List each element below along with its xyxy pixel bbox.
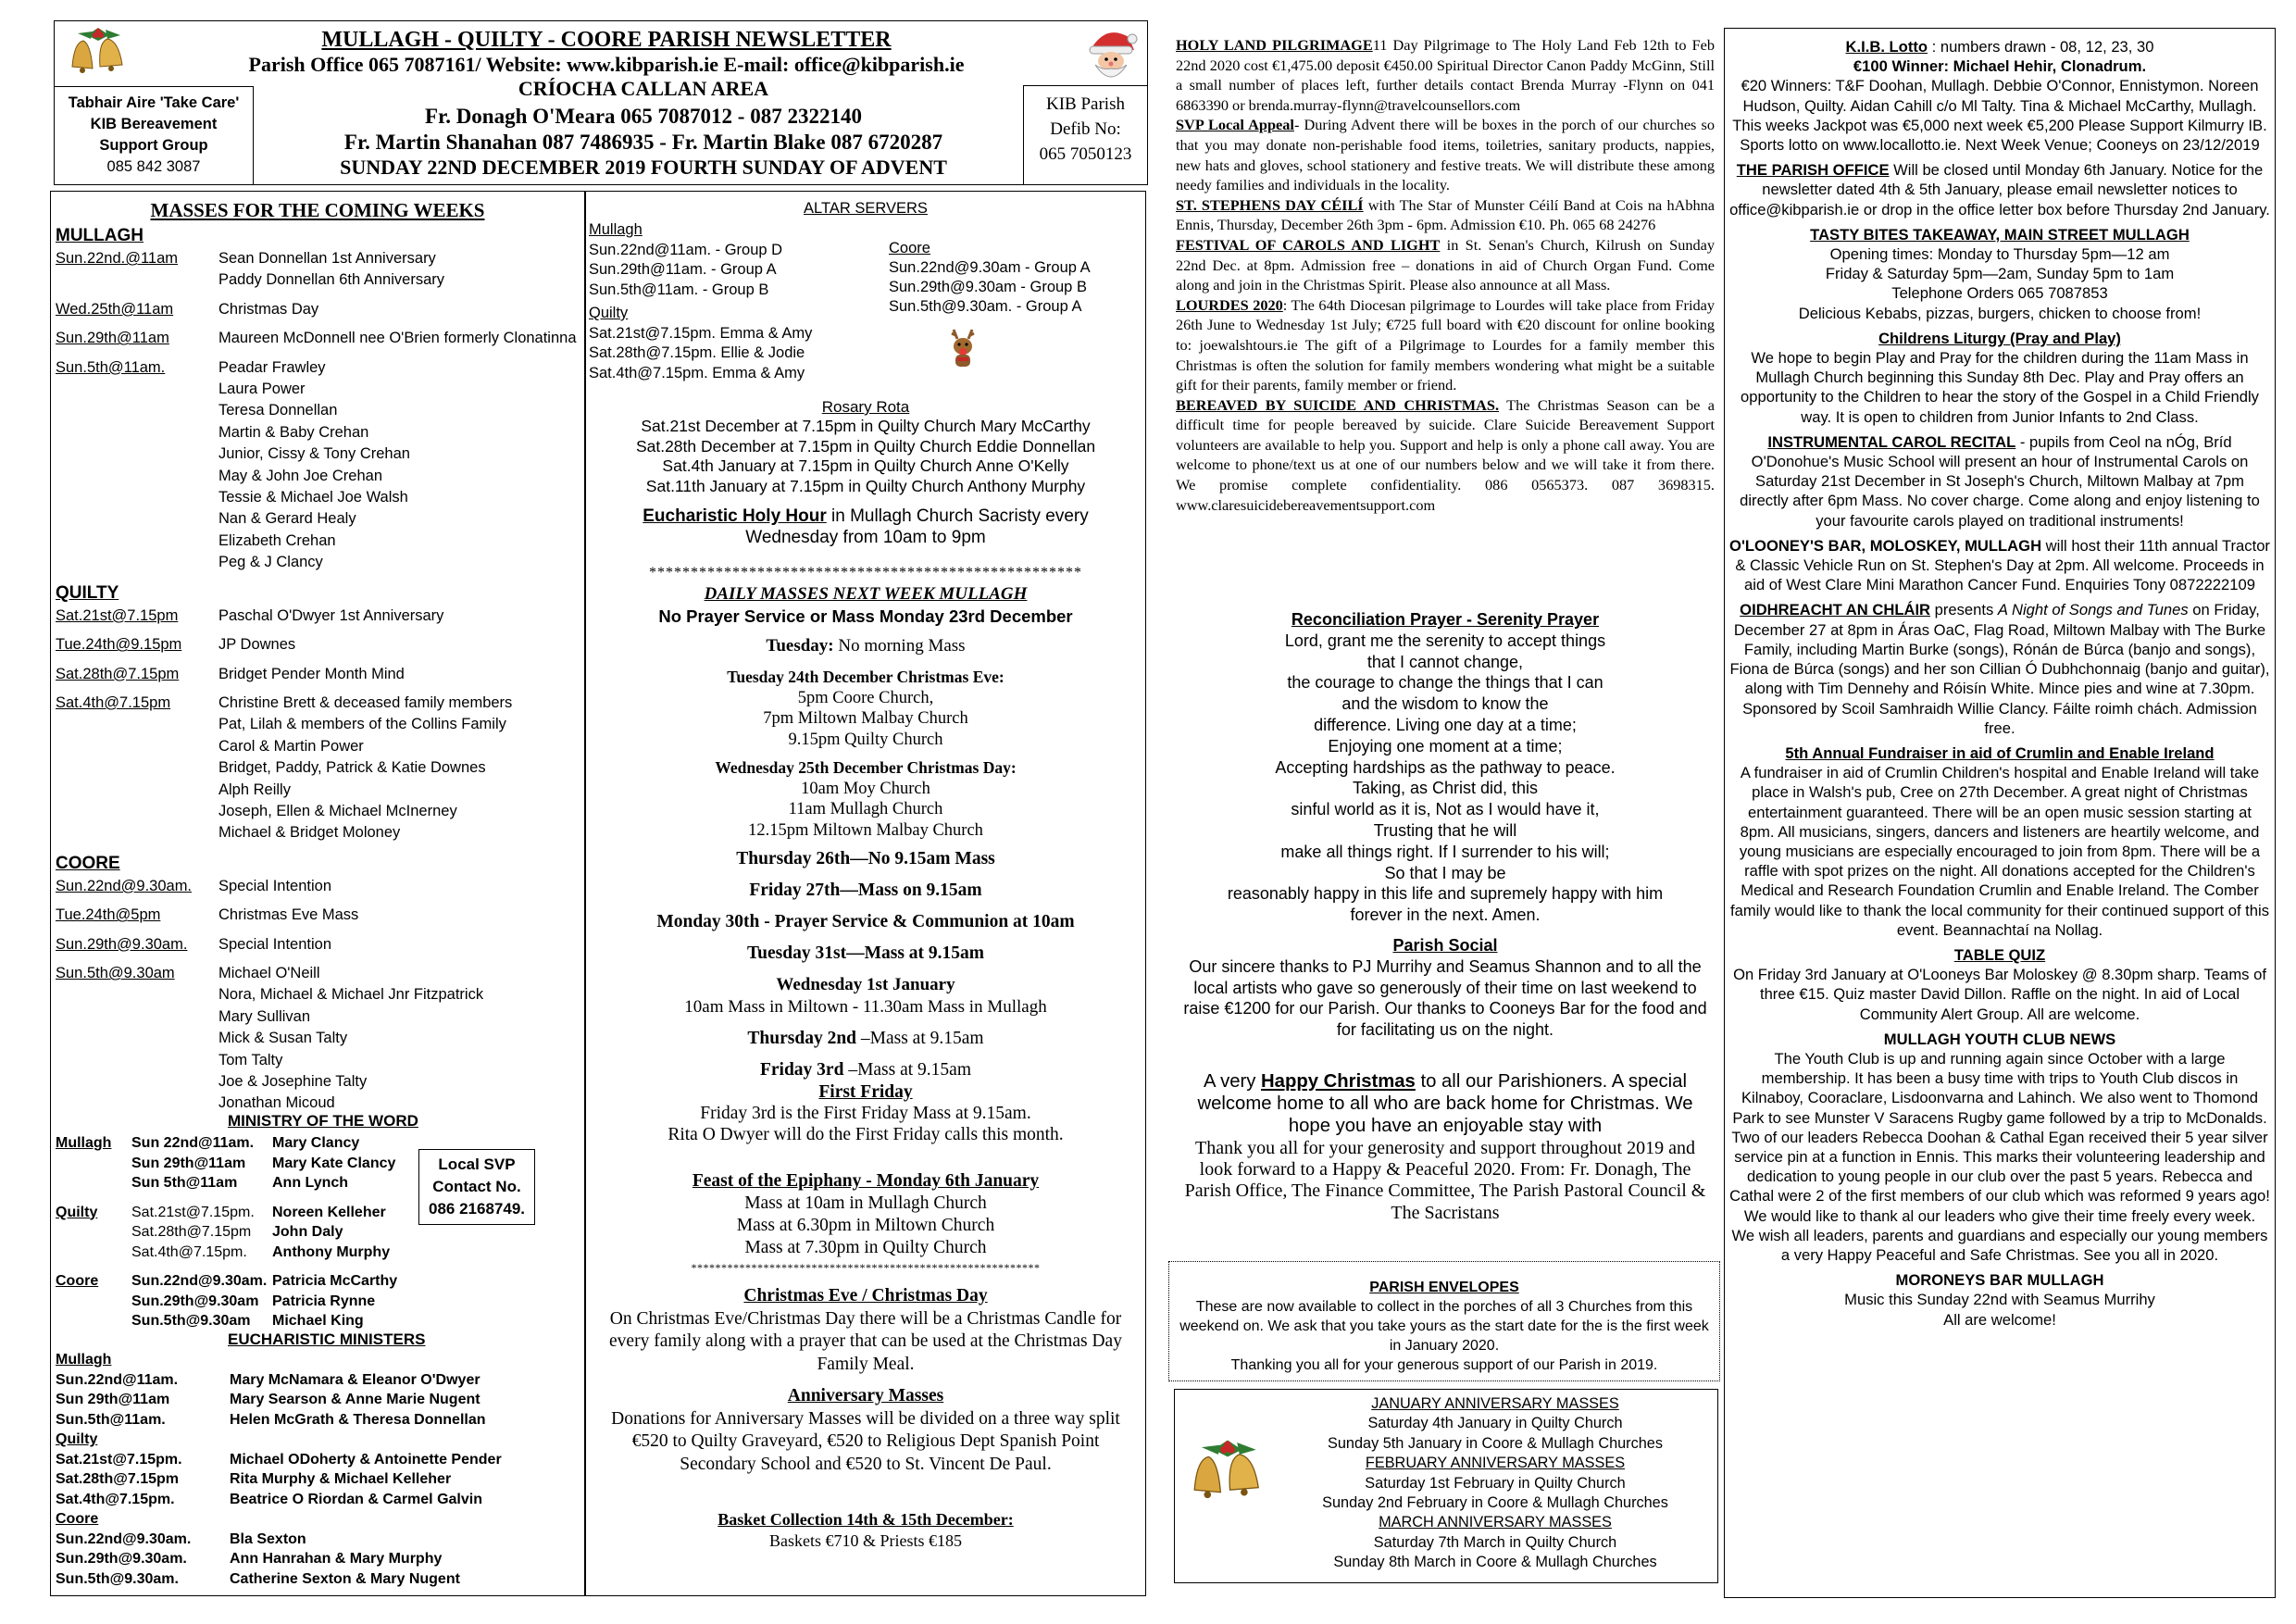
serenity-prayer: Reconciliation Prayer - Serenity Prayer Lord, grant me the serenity to accept things that I cannot change, the courage to change the things that I can and the wisdom to know the difference. Living one day at a time; Enjoying one moment at a time; Accepting hardships as the pathway to peace. Taking, as Christ did, this sinful world as it is, Not as I would have it, Trusting that he will make all things right. If I surrender to his will; So that I may be reasonably happy in this life and supremely happy with him forever in the next. Amen. xyxy=(1176,609,1715,926)
mass-intention-row xyxy=(56,984,583,1006)
rota-name: Patricia McCarthy xyxy=(272,1273,398,1289)
mass-date xyxy=(56,822,218,843)
rota-date: Sun 29th@11am xyxy=(131,1155,246,1171)
mass-intention-row xyxy=(56,664,583,685)
priests-line-1: Fr. Donagh O'Meara 065 7087012 - 087 2322140 xyxy=(425,105,862,128)
rosary-rota-list: Sat.21st December at 7.15pm in Quilty Church Mary McCarthy Sat.28th December at 7.15pm in Quilty Church Eddie Donnellan Sat.4th January at 7.15pm in Quilty Church Anne O'Kelly Sat.11th January at 7.15pm in Quilty Church Anthony Murphy xyxy=(635,417,1096,495)
christmas-bells-icon xyxy=(1185,1435,1270,1509)
mass-intention-name: Christmas Day xyxy=(218,300,319,318)
rota-parish-label: Quilty xyxy=(56,1204,98,1220)
mass-date xyxy=(56,780,218,801)
mass-intention-name: Tom Talty xyxy=(218,1051,283,1068)
anniversary-masses-section: Anniversary Masses Donations for Anniversary Masses will be divided on a three way split €520 to Quilty Graveyard, €520 to Religious Dept Spanish Point Secondary School and €520 to St. Vincent De Paul. xyxy=(611,1386,1120,1474)
mass-intention-row xyxy=(56,269,583,291)
mass-intention-row xyxy=(56,714,583,735)
parish-office-notice: THE PARISH OFFICE Will be closed until Monday 6th January. Notice for the newsletter dated 4th & 5th January, please email newsletter notices to office@kibparish.ie or drop in the office letter box before Thursday 2nd January. xyxy=(1729,161,2270,219)
rota-parish-label: Mullagh xyxy=(56,1135,112,1151)
lotto-notice: K.I.B. Lotto : numbers drawn - 08, 12, 23, 30 xyxy=(1845,38,2154,56)
mass-intention-name: Junior, Cissy & Tony Crehan xyxy=(218,445,410,463)
rota-name: Beatrice O Riordan & Carmel Galvin xyxy=(230,1491,482,1507)
rota-parish-label xyxy=(56,1154,131,1174)
rota-date: Sun 22nd@11am. xyxy=(131,1135,255,1151)
rota-date: Sat.28th@7.15pm xyxy=(131,1224,252,1240)
rota-date: Sun 5th@11am xyxy=(131,1175,238,1191)
daily-masses-title: DAILY MASSES NEXT WEEK MULLAGH xyxy=(704,584,1028,604)
rota-date: Sun.5th@9.30am xyxy=(131,1313,251,1329)
rota-row xyxy=(56,1450,574,1470)
rota-date: Sat.4th@7.15pm. xyxy=(131,1243,247,1260)
rota-row xyxy=(56,1271,426,1292)
mass-intention-row xyxy=(56,757,583,779)
mass-date xyxy=(56,736,218,757)
mass-intention-row xyxy=(56,905,583,926)
moroneys-title: MORONEYS BAR MULLAGH xyxy=(1895,1271,2104,1290)
mass-date: Tue.24th@9.15pm xyxy=(56,636,182,654)
mass-intention-row xyxy=(56,736,583,757)
rota-name: Rita Murphy & Michael Kelleher xyxy=(230,1471,452,1487)
altar-servers-coore: Coore Sun.22nd@9.30am - Group A Sun.29th@9.30am - Group B Sun.5th@9.30am. - Group A xyxy=(889,240,1091,315)
rota-parish-label: Coore xyxy=(56,1511,99,1527)
youth-club-title: MULLAGH YOUTH CLUB NEWS xyxy=(1883,1030,2116,1048)
mass-date: Sat.21st@7.15pm xyxy=(56,606,179,624)
mass-intention-row xyxy=(56,508,583,530)
mass-intention-row xyxy=(56,466,583,487)
rota-name: Anthony Murphy xyxy=(272,1243,391,1260)
rota-date: Sat.21st@7.15pm. xyxy=(56,1451,182,1468)
criocha-callan-area: CRÍOCHA CALLAN AREA xyxy=(518,77,769,100)
priests-line-2: Fr. Martin Shanahan 087 7486935 - Fr. Martin Blake 087 6720287 xyxy=(343,131,943,154)
rota-name: Bla Sexton xyxy=(230,1530,306,1547)
holy-hour-notice: Eucharistic Holy Hour in Mullagh Church Sacristy every Wednesday from 10am to 9pm xyxy=(643,506,1089,547)
prayer-line: Accepting hardships as the pathway to peace. xyxy=(1275,757,1616,777)
mullagh-label: MULLAGH xyxy=(56,226,144,245)
mass-intention-row xyxy=(56,328,583,349)
rota-row xyxy=(56,1243,426,1263)
mass-date xyxy=(56,487,218,508)
mass-intention-row xyxy=(56,1071,583,1093)
mass-intention-name: Jonathan Micoud xyxy=(218,1094,335,1112)
mass-intention-name: Nora, Michael & Michael Jnr Fitzpatrick xyxy=(218,986,484,1004)
prayer-line: reasonably happy in this life and supremely happy with him xyxy=(1227,884,1664,904)
mass-intention-row xyxy=(56,531,583,552)
rota-name: Mary Searson & Anne Marie Nugent xyxy=(230,1392,480,1407)
mass-intention-name: Joseph, Ellen & Michael McInerney xyxy=(218,802,457,819)
table-quiz-title: TABLE QUIZ xyxy=(1953,945,2046,964)
christmas-bells-icon xyxy=(65,24,131,81)
mass-date xyxy=(56,714,218,735)
coore-label: COORE xyxy=(56,853,120,873)
tuesday-notice: Tuesday: No morning Mass xyxy=(766,636,966,656)
rota-date: Sun.22nd@11am. xyxy=(56,1371,179,1388)
mass-date xyxy=(56,269,218,291)
mass-intention-name: Maureen McDonnell nee O'Brien formerly Clonatinna xyxy=(218,330,577,347)
rota-parish-label: Coore xyxy=(56,1273,99,1289)
rota-date: Sun.5th@9.30am. xyxy=(56,1570,179,1587)
quilty-label: QUILTY xyxy=(56,582,119,603)
rota-name: Patricia Rynne xyxy=(272,1293,376,1309)
mass-intention-name: Paschal O'Dwyer 1st Anniversary xyxy=(218,606,444,624)
mass-date xyxy=(56,552,218,573)
prayer-line: Enjoying one moment at a time; xyxy=(1328,736,1563,756)
mass-intention-name: Christmas Eve Mass xyxy=(218,906,359,924)
childrens-liturgy-title: Childrens Liturgy (Pray and Play) xyxy=(1878,329,2121,347)
oidhreacht-notice: OIDHREACHT AN CHLÁIR presents A Night of Songs and Tunes on Friday, December 27 at 8pm in Áras OaC, Flag Road, Miltown Malbay with The Burke Family, including Martin Burke (songs), Rónán de Búrca (banjo and songs), Fiona de Búrca (songs) and her son Cillian Ó Dubhchonnaig (banjo and guitar), along with Tim Dennehy and Róisín White. Mince pies and wine at 7.30pm. Sponsored by Scoil Samhraidh Willie Clancy. Fáilte roimh chách. Admission free. xyxy=(1729,601,2270,737)
rota-row xyxy=(56,1133,426,1154)
mass-date xyxy=(56,1028,218,1049)
bereaved-notice: BEREAVED BY SUICIDE AND CHRISTMAS. The Christmas Season can be a difficult time for people bereaved by suicide. Clare Suicide Bereavement Support volunteers are available to help you. Support and help is only a phone call away. You are welcome to phone/text us at one of our numbers below and we will take it from there. We promise complete confidentiality. 086 0565373. 087 3698315. www.claresuicidebereavementsupport.com xyxy=(1176,395,1715,514)
mass-intention-name: Laura Power xyxy=(218,381,306,398)
quilty-mass-list xyxy=(56,606,583,844)
olooneys-notice: O'LOONEY'S BAR, MOLOSKEY, MULLAGH will host their 11th annual Tractor & Classic Vehicle Run on St. Stephen's Day at 2pm. All welcome. Proceeds in aid of West Clare Mini Marathon Cancer Fund. Enquiries Tony 0872222109 xyxy=(1729,536,2270,594)
mass-intention-name: Carol & Martin Power xyxy=(218,737,364,755)
eucharistic-ministers-title: EUCHARISTIC MINISTERS xyxy=(228,1330,426,1348)
mass-intention-row xyxy=(56,357,583,379)
mass-intention-name: Bridget Pender Month Mind xyxy=(218,665,405,682)
mass-intention-name: Michael O'Neill xyxy=(218,964,320,981)
monday-30-notice: Monday 30th - Prayer Service & Communion at 10am xyxy=(656,912,1075,931)
mass-date xyxy=(56,400,218,421)
rota-row xyxy=(56,1490,574,1510)
rota-parish-label: Mullagh xyxy=(56,1352,112,1368)
eucharistic-ministers-list xyxy=(56,1350,574,1589)
mass-date xyxy=(56,757,218,779)
rota-parish-label: Quilty xyxy=(56,1431,98,1447)
mass-intention-row xyxy=(56,606,583,627)
mass-intention-row xyxy=(56,822,583,843)
mass-intention-row xyxy=(56,801,583,822)
rota-name: Mary McNamara & Eleanor O'Dwyer xyxy=(230,1371,480,1388)
notices-column-3 xyxy=(1176,35,1715,515)
mass-intention-row xyxy=(56,934,583,956)
rota-date: Sat.21st@7.15pm. xyxy=(131,1204,255,1220)
mass-intention-name: Nan & Gerard Healy xyxy=(218,510,356,528)
rota-parish-label xyxy=(56,1173,131,1193)
mass-intention-name: Peadar Frawley xyxy=(218,358,326,376)
parish-envelopes-section: PARISH ENVELOPES These are now available to collect in the porches of all 3 Churches from this weekend on. We ask that you take yours as the start date for the is the first week in January 2020. Thanking you all for your generous support of our Parish in 2019. xyxy=(1179,1280,1709,1373)
no-prayer-notice: No Prayer Service or Mass Monday 23rd December xyxy=(658,606,1073,626)
prayer-line: Lord, grant me the serenity to accept things xyxy=(1284,631,1606,650)
rota-row xyxy=(56,1410,574,1430)
ministry-of-word-title: MINISTRY OF THE WORD xyxy=(228,1112,418,1130)
rota-name: Catherine Sexton & Mary Nugent xyxy=(230,1570,460,1587)
friday-3-notice: Friday 3rd –Mass at 9.15am xyxy=(759,1060,972,1080)
rota-row xyxy=(56,1292,426,1312)
rota-parish-label xyxy=(56,1292,131,1312)
mass-date xyxy=(56,1093,218,1114)
mass-intention-name: JP Downes xyxy=(218,636,296,654)
mass-intention-row xyxy=(56,693,583,714)
parish-social-section: Parish Social Our sincere thanks to PJ Murrihy and Seamus Shannon and to all the local artists who gave so generously of their time on last weekend to raise €1200 for our Parish. Our thanks to Cooneys Bar for the food and for facilitating us on the night. xyxy=(1183,936,1707,1040)
rota-row xyxy=(56,1549,574,1569)
mass-intention-name: Teresa Donnellan xyxy=(218,402,338,419)
rota-row xyxy=(56,1154,426,1174)
mullagh-mass-list xyxy=(56,248,583,574)
mass-intention-name: Martin & Baby Crehan xyxy=(218,423,369,441)
mass-intention-name: Mary Sullivan xyxy=(218,1007,311,1025)
rota-row xyxy=(56,1203,426,1223)
rota-row xyxy=(56,1222,426,1243)
rota-name: Ann Lynch xyxy=(272,1175,349,1191)
rota-name: Mary Clancy xyxy=(272,1135,360,1151)
rota-row xyxy=(56,1390,574,1410)
mass-date xyxy=(56,1050,218,1071)
mass-date xyxy=(56,984,218,1006)
rota-date: Sun 29th@11am xyxy=(56,1392,170,1407)
mass-date xyxy=(56,531,218,552)
thursday-2-notice: Thursday 2nd –Mass at 9.15am xyxy=(747,1029,984,1048)
mass-date xyxy=(56,466,218,487)
newsletter-title: MULLAGH - QUILTY - COORE PARISH NEWSLETTER xyxy=(321,28,892,52)
mass-intention-name: Christine Brett & deceased family members xyxy=(218,693,513,711)
rota-parish-label xyxy=(56,1243,131,1263)
mass-date xyxy=(56,508,218,530)
mass-date: Sat.28th@7.15pm xyxy=(56,665,180,682)
bereavement-support-box: Tabhair Aire 'Take Care' KIB Bereavement Support Group 085 842 3087 xyxy=(54,86,254,185)
first-friday-section: First Friday Friday 3rd is the First Friday Mass at 9.15am. Rita O Dwyer will do the First Friday calls this month. xyxy=(668,1082,1064,1144)
masses-title: MASSES FOR THE COMING WEEKS xyxy=(150,199,485,221)
rota-name: Michael King xyxy=(272,1313,364,1329)
christmas-eve-schedule: Tuesday 24th December Christmas Eve: 5pm Coore Church, 7pm Miltown Malbay Church 9.15pm Quilty Church xyxy=(727,668,1004,749)
rota-name: John Daly xyxy=(272,1224,343,1240)
rota-name: Helen McGrath & Theresa Donnellan xyxy=(230,1411,486,1428)
prayer-line: and the wisdom to know the xyxy=(1341,694,1549,714)
mass-date xyxy=(56,422,218,443)
mass-intention-row xyxy=(56,1050,583,1071)
svp-appeal-notice: SVP Local Appeal- During Advent there will be boxes in the porch of our churches so that you may donate non-perishable food items, toiletries, sanitary products, nappies, new hats and gloves, school stationery and festive treats. We will distribute these among needy families and individuals in the locality. xyxy=(1176,116,1716,194)
carols-festival-notice: FESTIVAL OF CAROLS AND LIGHT in St. Senan's Church, Kilrush on Sunday 22nd Dec. at 8pm. Admission free – donations in aid of Church Organ Fund. Come along and join in the Christmas Spirit. Please also announce at all Mass. xyxy=(1176,235,1715,294)
rota-date: Sun.5th@11am. xyxy=(56,1411,166,1428)
local-svp-box: Local SVP Contact No. 086 2168749. xyxy=(418,1149,535,1225)
mass-date xyxy=(56,1071,218,1093)
wednesday-1-notice: Wednesday 1st January 10am Mass in Miltown - 11.30am Mass in Mullagh xyxy=(684,975,1047,1017)
mass-intention-row xyxy=(56,1028,583,1049)
epiphany-section: Feast of the Epiphany - Monday 6th January Mass at 10am in Mullagh Church Mass at 6.30pm in Miltown Church Mass at 7.30pm in Quilty Church xyxy=(692,1171,1040,1257)
tuesday-31-notice: Tuesday 31st—Mass at 9.15am xyxy=(746,943,985,963)
prayer-line: Taking, as Christ did, this xyxy=(1352,779,1539,798)
mass-intention-name: Special Intention xyxy=(218,935,332,953)
mass-intention-name: Pat, Lilah & members of the Collins Family xyxy=(218,716,506,733)
sunday-date-line: SUNDAY 22ND DECEMBER 2019 FOURTH SUNDAY OF ADVENT xyxy=(340,156,947,179)
rota-row xyxy=(56,1173,426,1193)
mass-intention-row xyxy=(56,876,583,897)
altar-servers-mullagh: Mullagh Sun.22nd@11am. - Group D Sun.29th@11am. - Group A Sun.5th@11am. - Group B Quilty Sat.21st@7.15pm. Emma & Amy Sat.28th@7.15pm. Ellie & Jodie Sat.4th@7.15pm. Emma & Amy xyxy=(589,221,813,381)
rota-name: Mary Kate Clancy xyxy=(272,1155,396,1171)
mass-intention-row xyxy=(56,299,583,320)
mass-intention-row xyxy=(56,634,583,656)
mass-intention-row xyxy=(56,1006,583,1028)
notices-column-4: K.I.B. Lotto : numbers drawn - 08, 12, 23, 30 €100 Winner: Michael Hehir, Clonadrum. €20 Winners: T&F Doohan, Mullagh. Debbie O'Connor, Ennistymon. Noreen Hudson, Quilty. Aidan Cahill c/o Ml Talty. Tina & Michael McCarthy, Mullagh. This weeks Jackpot was €5,000 next week €5,200 Please Support Kilmurry IB. Sports lotto on www.locallotto.ie. Next Week Venue; Cooneys on 23/12/2019 THE PARISH OFFICE Will be closed until Monday 6th January. Notice for the newsletter dated 4th & 5th January, please email newsletter notices to office@kibparish.ie or drop in the office letter box before Thursday 2nd January. TASTY BITES TAKEAWAY, MAIN STREET MULLAGH Opening times: Monday to Thursday 5pm—12 am Friday & Saturday 5pm—2am, Sunday 5pm to 1am Telephone Orders 065 7087853 Delicious Kebabs, pizzas, burgers, chicken to choose from! Childrens Liturgy (Pray and Play) We hope to begin Play and Pray for the children during the 11am Mass in Mullagh Church beginning this Sunday 8th Dec. Play and Pray offers an opportunity to the Children to hear the story of the Gospel in a Child Friendly way. It is open to children from Junior Infants to 2nd Class. INSTRUMENTAL CAROL RECITAL - pupils from Ceol na nÓg, Bríd O'Donohue's Music School will present an hour of Instrumental Carols on Saturday 21st December in St Joseph's Church, Miltown Malbay at 7pm directly after 6pm Mass. No cover charge. Come along and enjoy listening to your favourite carols played on traditional instruments! O'LOONEY'S BAR, MOLOSKEY, MULLAGH will host their 11th annual Tractor & Classic Vehicle Run on St. Stephen's Day at 2pm. All welcome. Proceeds in aid of West Clare Mini Marathon Cancer Fund. Enquiries Tony 0872222109 OIDHREACHT AN CHLÁIR presents A Night of Songs and Tunes on Friday, December 27 at 8pm in Áras OaC, Flag Road, Miltown Malbay with The Burke Family, including Martin Burke (songs), Rónán de Búrca (banjo and songs), Fiona de Búrca (songs) and her son Cillian Ó Dubhchonnaig (banjo and guitar), along with Tim Dennehy and Róisín White. Mince pies and wine at 7.30pm. Sponsored by Scoil Samhraidh Willie Clancy. Fáilte roimh chách. Admission free. 5th Annual Fundraiser in aid of Crumlin and Enable Ireland A fundraiser in aid of Crumlin Children's hospital and Enable Ireland will take place in Walsh's pub, Cree on 27th December. A great night of Christmas entertainment guaranteed. There will be an open music session starting at 8pm. All musicians, singers, dancers and listeners are heartily welcome, and young musicians are especially encouraged to join from 8pm. There will be a raffle with spot prizes on the night. All donations accepted for the Children's Medical and Research Foundation Crumlin and Enable Ireland. The Comber family would like to thank the local community for their continued support of this event. Beannachtaí na Nollag. TABLE QUIZ On Friday 3rd January at O'Looneys Bar Moloskey @ 8.30pm sharp. Teams of three €15. Quiz master David Dillon. Raffle on the night. In aid of Local Community Alert Group. All are welcome. MULLAGH YOUTH CLUB NEWS The Youth Club is up and running again since October with a large membership. It has been a busy time with trips to Youth Club discos in Kilnaboy, Cooraclare, Lisdoonvarna and Lahinch. We also went to Thomond Park to see Munster V Saracens Rugby game followed by a trip to McDonalds. Two of our leaders Rebecca Doohan & Cathal Egan received their 5 year silver service pin at a function in Ennis. This marks their volunteering leadership and dedication to young people in our club over the past 5 years. Rebecca and Cathal were 2 of the first members of our club which was reformed 9 years ago! We would like to thank al our leaders who give their time freely every week. We wish all leaders, parents and guardians and especially our young members a very Happy Peaceful and Safe Christmas. See you all in 2020. MORONEYS BAR MULLAGH Music this Sunday 22nd with Seamus Murrihy All are welcome! xyxy=(1729,38,2270,1329)
mass-intention-row xyxy=(56,443,583,465)
mass-date: Sun.29th@9.30am. xyxy=(56,935,188,953)
mass-intention-row xyxy=(56,248,583,269)
rosary-rota-title: Rosary Rota xyxy=(821,398,910,416)
mass-intention-name: Special Intention xyxy=(218,877,332,894)
rota-name: Michael ODoherty & Antoinette Pender xyxy=(230,1451,502,1468)
mass-intention-name: Michael & Bridget Moloney xyxy=(218,824,401,842)
mass-date: Sun.22nd.@11am xyxy=(56,250,179,267)
rota-date: Sun.22nd@9.30am. xyxy=(56,1530,192,1547)
prayer-line: sinful world as it is, Not as I would have it, xyxy=(1291,800,1600,819)
mass-date: Sun.5th@11am. xyxy=(56,358,166,376)
tasty-bites-title: TASTY BITES TAKEAWAY, MAIN STREET MULLAGH xyxy=(1810,225,2190,244)
prayer-line: that I cannot change, xyxy=(1366,652,1524,671)
mass-date: Sun.29th@11am xyxy=(56,330,169,347)
ceili-notice: ST. STEPHENS DAY CÉILÍ with The Star of Munster Céilí Band at Cois na hAbhna Ennis, Thursday, December 26th 3pm - 6pm. Admission €10. Ph. 065 68 24276 xyxy=(1176,195,1715,234)
mass-intention-row xyxy=(56,552,583,573)
rota-name: Ann Hanrahan & Mary Murphy xyxy=(230,1551,443,1567)
mass-intention-name: Peg & J Clancy xyxy=(218,554,323,571)
prayer-line: forever in the next. Amen. xyxy=(1350,906,1541,925)
lourdes-notice: LOURDES 2020: The 64th Diocesan pilgrimage to Lourdes will take place from Friday 26th June to Wednesday 1st July; €725 full board with €20 discount for online booking to: joewalshtours.ie The gift of a Pilgrimage to Lourdes for a family member this Christmas is often the solution for family members wondering what might be a suitable gift for their parents, family member or friend. xyxy=(1176,295,1715,394)
parish-office-line: Parish Office 065 7087161/ Website: www.kibparish.ie E-mail: office@kibparish.ie xyxy=(248,53,965,76)
defib-box: KIB Parish Defib No: 065 7050123 xyxy=(1023,85,1148,185)
mass-date: Sun.5th@9.30am xyxy=(56,964,175,981)
anniversary-masses-list: JANUARY ANNIVERSARY MASSES Saturday 4th January in Quilty Church Sunday 5th January in Coore & Mullagh Churches FEBRUARY ANNIVERSARY MASSES Saturday 1st February in Quilty Church Sunday 2nd February in Coore & Mullagh Churches MARCH ANNIVERSARY MASSES Saturday 7th March in Quilty Church Sunday 8th March in Coore & Mullagh Churches xyxy=(1322,1395,1668,1571)
basket-collection-section: Basket Collection 14th & 15th December: Baskets €710 & Priests €185 xyxy=(718,1510,1014,1550)
holy-land-notice: HOLY LAND PILGRIMAGE11 Day Pilgrimage to The Holy Land Feb 12th to Feb 22nd 2020 cost €1,475.00 deposit €450.00 Spiritual Director Canon Paddy McGinn, Still a small number of places left, further details contact Brenda Murray -Flynn on 041 6863390 or brenda.murray-flynn@travelcounsellors.com xyxy=(1176,36,1715,114)
rota-row xyxy=(56,1569,574,1590)
mass-intention-name: Paddy Donnellan 6th Anniversary xyxy=(218,271,444,289)
rota-name: Noreen Kelleher xyxy=(272,1204,386,1220)
mass-date xyxy=(56,379,218,400)
mass-intention-row xyxy=(56,963,583,984)
rota-date: Sat.28th@7.15pm xyxy=(56,1471,179,1487)
mass-date xyxy=(56,801,218,822)
mass-intention-name: Joe & Josephine Talty xyxy=(218,1073,368,1090)
mass-intention-name: Sean Donnellan 1st Anniversary xyxy=(218,250,436,267)
mass-intention-row xyxy=(56,780,583,801)
mass-intention-name: Bridget, Paddy, Patrick & Katie Downes xyxy=(218,759,486,777)
mass-date xyxy=(56,1006,218,1028)
mass-date: Wed.25th@11am xyxy=(56,300,174,318)
mass-intention-name: Alph Reilly xyxy=(218,781,291,798)
mass-date xyxy=(56,443,218,465)
thursday-26-notice: Thursday 26th—No 9.15am Mass xyxy=(736,849,995,868)
rota-date: Sun.29th@9.30am. xyxy=(56,1551,187,1567)
mass-date: Sat.4th@7.15pm xyxy=(56,693,171,711)
friday-27-notice: Friday 27th—Mass on 9.15am xyxy=(749,881,982,900)
coore-mass-list xyxy=(56,876,583,1115)
rota-row xyxy=(56,1530,574,1550)
mass-intention-row xyxy=(56,400,583,421)
prayer-line: difference. Living one day at a time; xyxy=(1314,715,1577,734)
star-divider: **************************************************** xyxy=(649,565,1082,581)
rota-date: Sun.22nd@9.30am. xyxy=(131,1273,268,1289)
ministry-of-word-list xyxy=(56,1133,426,1331)
happy-christmas-message: A very Happy Christmas to all our Parishioners. A special welcome home to all who are back home for Christmas. We hope you have an enjoyable stay with Thank you all for your generosity and support throughout 2019 and look forward to a Happy & Peaceful 2020. From: Fr. Donagh, The Parish Office, The Finance Committee, The Parish Pastoral Council & The Sacristans xyxy=(1184,1071,1706,1223)
rota-date: Sun.29th@9.30am xyxy=(131,1293,259,1309)
mass-intentions xyxy=(56,224,583,1115)
rota-row xyxy=(56,1469,574,1490)
mass-intention-name: Mick & Susan Talty xyxy=(218,1030,348,1047)
reindeer-icon xyxy=(942,324,983,370)
rota-parish-label xyxy=(56,1222,131,1243)
rota-date: Sat.4th@7.15pm. xyxy=(56,1491,175,1507)
mass-intention-row xyxy=(56,487,583,508)
mass-intention-name: May & John Joe Crehan xyxy=(218,467,383,484)
mass-date: Tue.24th@5pm xyxy=(56,906,161,924)
prayer-line: make all things right. If I surrender to his will; xyxy=(1280,842,1610,861)
christmas-candle-section: Christmas Eve / Christmas Day On Christmas Eve/Christmas Day there will be a Christmas Candle for every family along with a prayer that can be used at the Christmas Day Family Meal. xyxy=(609,1286,1122,1374)
carol-recital-notice: INSTRUMENTAL CAROL RECITAL - pupils from Ceol na nÓg, Bríd O'Donohue's Music School will present an hour of Instrumental Carols on Saturday 21st December in St Joseph's Church, Miltown Malbay at 7pm directly after 6pm Mass. No cover charge. Come along and enjoy listening to your favourite carols played on traditional instruments! xyxy=(1740,432,2260,530)
rota-row xyxy=(56,1370,574,1391)
rota-row xyxy=(56,1311,426,1331)
rota-parish-label xyxy=(56,1311,131,1331)
christmas-day-schedule: Wednesday 25th December Christmas Day: 10am Moy Church 11am Mullagh Church 12.15pm Miltown Malbay Church xyxy=(715,758,1017,840)
mass-intention-name: Elizabeth Crehan xyxy=(218,531,336,549)
star-divider-2: ********************************************************** xyxy=(691,1261,1041,1274)
mass-date: Sun.22nd@9.30am. xyxy=(56,877,193,894)
mass-intention-row xyxy=(56,379,583,400)
crumlin-fundraiser-title: 5th Annual Fundraiser in aid of Crumlin and Enable Ireland xyxy=(1785,743,2215,762)
altar-servers-title: ALTAR SERVERS xyxy=(804,200,928,217)
prayer-line: So that I may be xyxy=(1384,863,1506,882)
prayer-line: Trusting that he will xyxy=(1373,820,1517,840)
mass-intention-row xyxy=(56,422,583,443)
mass-intention-name: Tessie & Michael Joe Walsh xyxy=(218,489,408,506)
santa-icon xyxy=(1079,22,1142,85)
prayer-line: the courage to change the things that I can xyxy=(1287,673,1603,693)
